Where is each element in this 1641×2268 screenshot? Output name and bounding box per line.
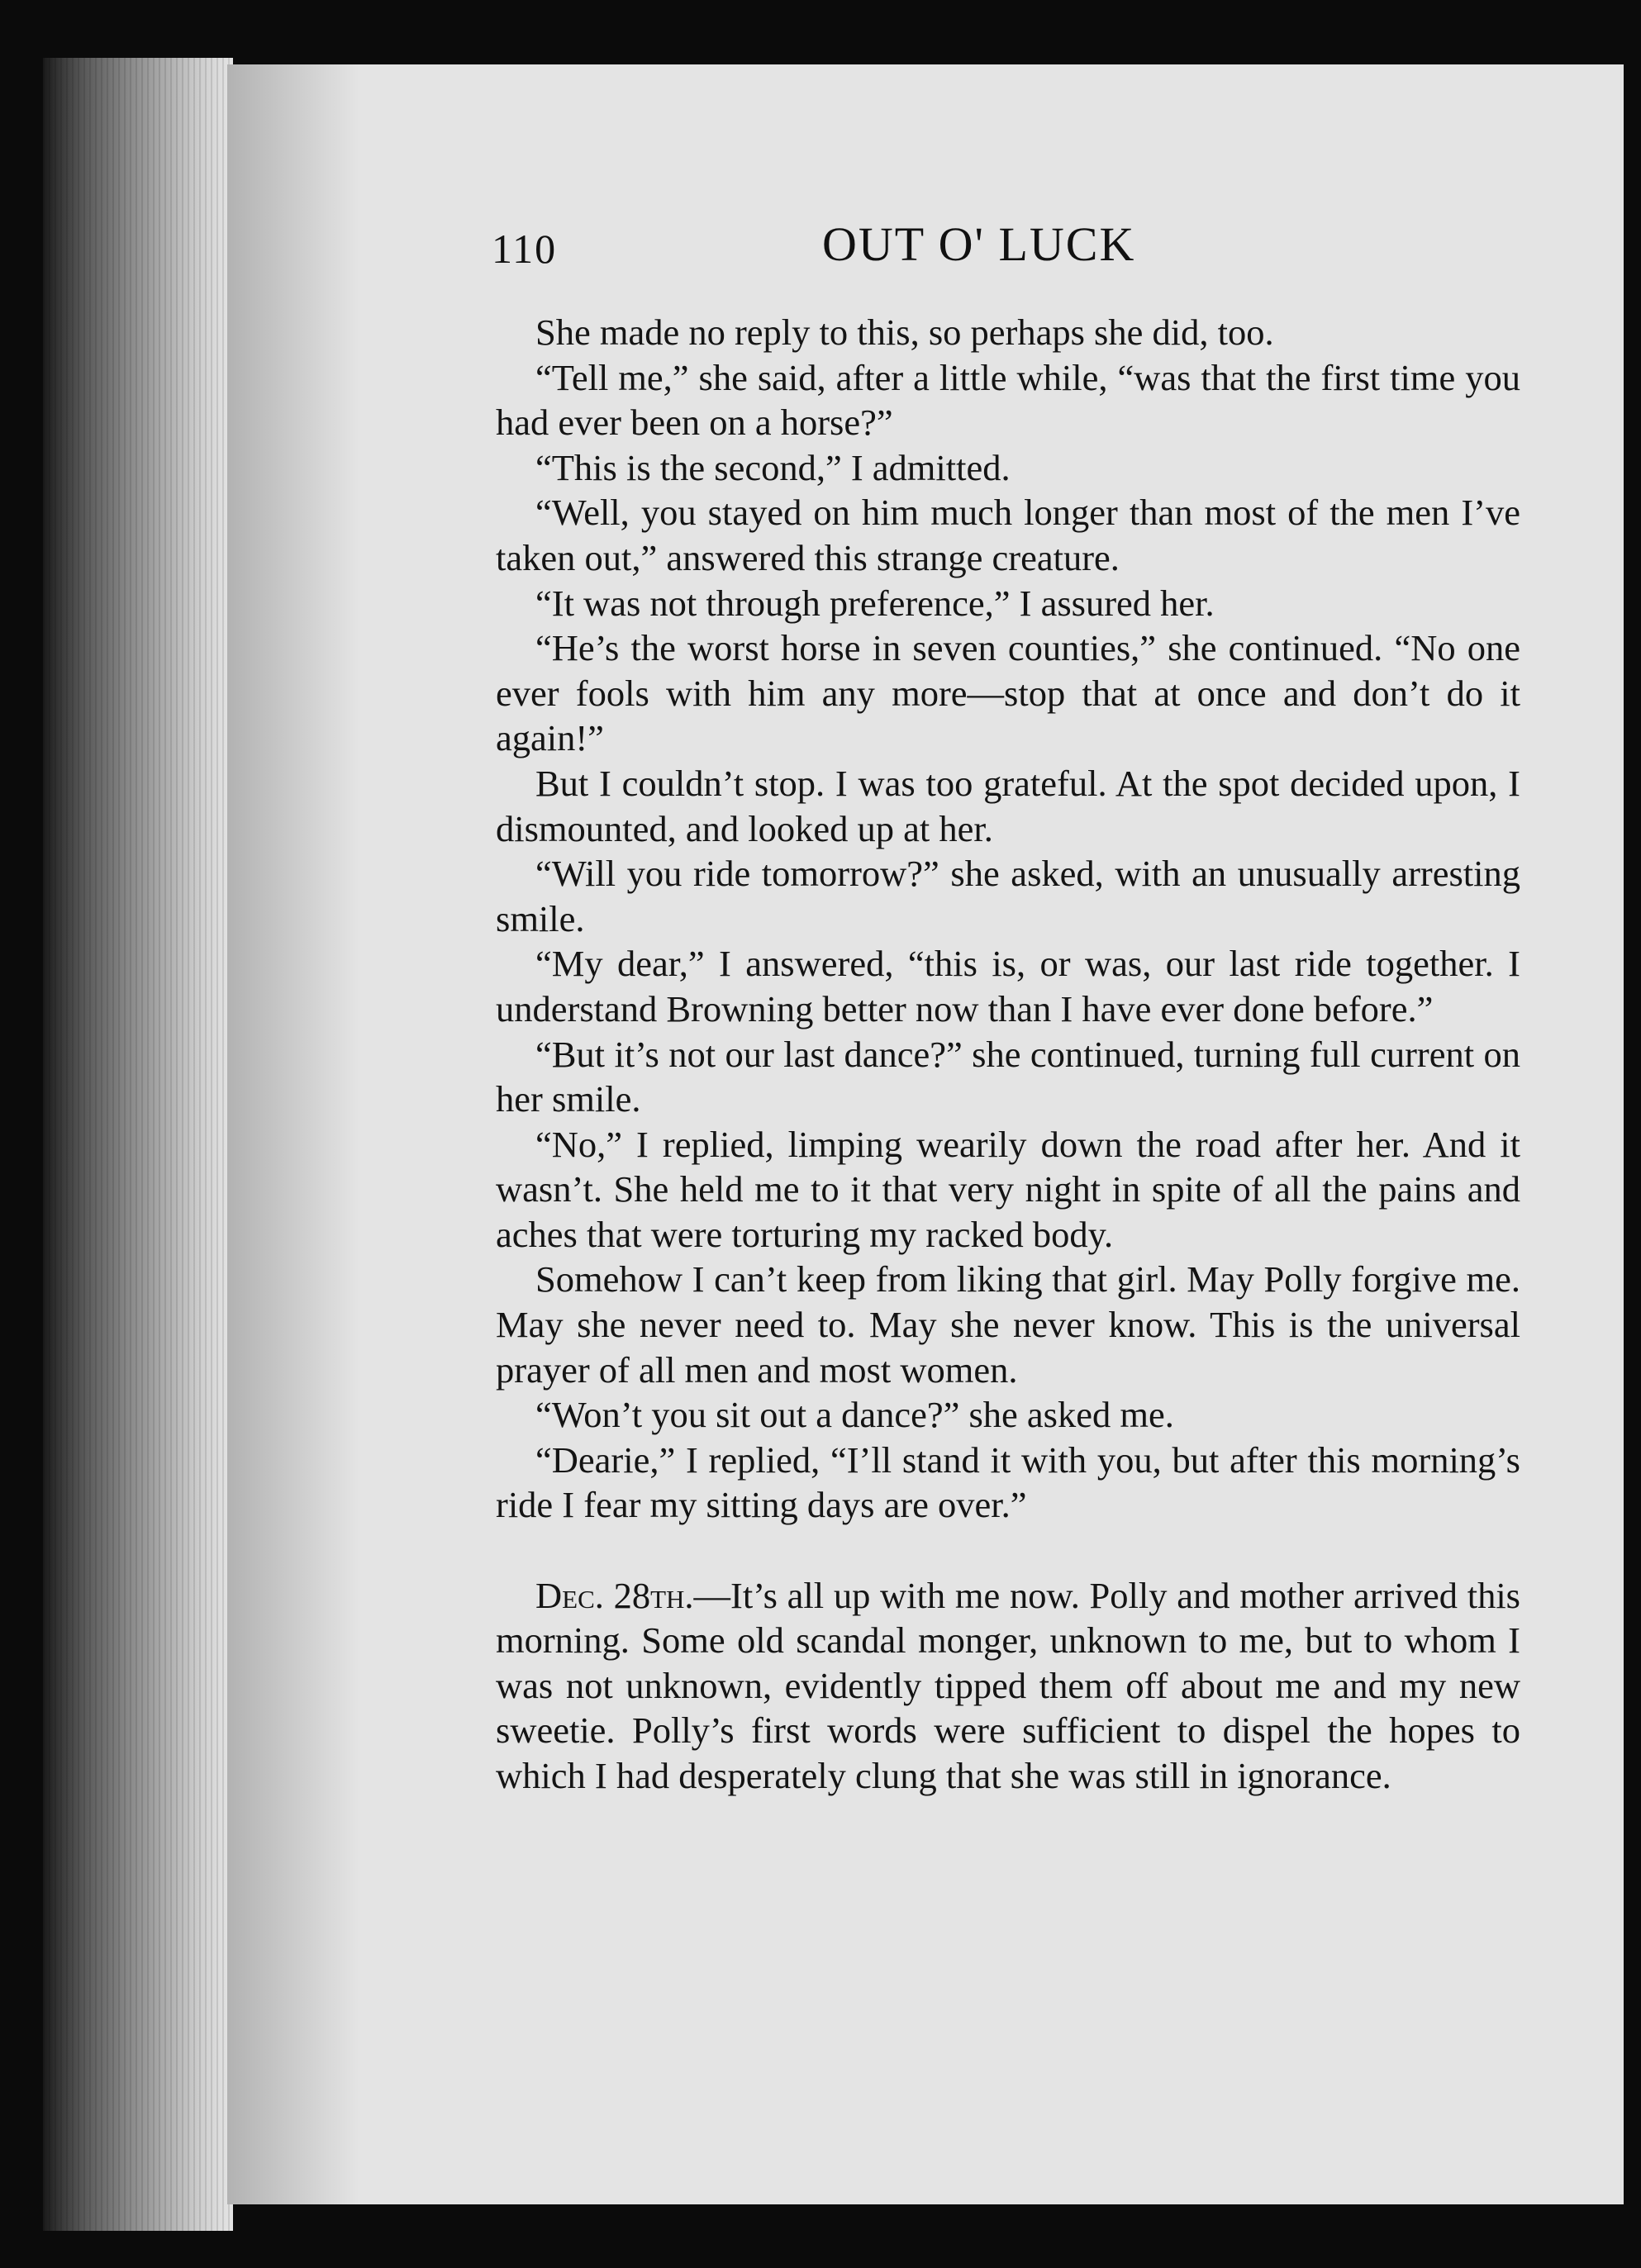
- paragraph: “He’s the worst horse in seven counties,” she continued. “No one ever fools with him any more—stop that at once and don’t do it again!”: [496, 627, 1520, 759]
- diary-entry: [496, 1573, 1520, 1799]
- paragraph: “Well, you stayed on him much longer than most of the men I’ve taken out,” answered this strange creature.: [496, 492, 1520, 578]
- body-text: [496, 310, 1520, 1799]
- paragraph: “Dearie,” I replied, “I’ll stand it with you, but after this morning’s ride I fear my sitting days are over.”: [496, 1438, 1520, 1526]
- paragraph: “My dear,” I answered, “this is, or was, our last ride together. I understand Browning better now than I have ever done before.”: [496, 943, 1520, 1029]
- paragraph: Somehow I can’t keep from liking that girl. May Polly forgive me. May she never need to. May she never know. This is the universal prayer of all men and most women.: [496, 1258, 1520, 1391]
- paragraph: She made no reply to this, so perhaps she did, too.: [535, 311, 1274, 353]
- paragraph: “No,” I replied, limping wearily down the road after her. And it wasn’t. She held me to it that very night in spite of all the pains and aches that were torturing my racked body.: [496, 1123, 1520, 1255]
- gutter-shadow: [227, 64, 359, 2204]
- paragraph: But I couldn’t stop. I was too grateful. At the spot decided upon, I dismounted, and looked up at her.: [496, 762, 1520, 849]
- book-page-edge-texture: [43, 58, 233, 2231]
- paragraph: “This is the second,” I admitted.: [535, 446, 1011, 488]
- paragraph: “It was not through preference,” I assured her.: [535, 582, 1215, 624]
- paragraph: “Will you ride tomorrow?” she asked, with an unusually arresting smile.: [496, 853, 1520, 939]
- entry-text: —It’s all up with me now. Polly and mother arrived this morning. Some old scandal monger, unknown to me, but to whom I was not unknown, evidently tipped them off about me and my new sweetie. Polly’s first words were sufficient to dispel the hopes to which I had desperately clung that she was still in ignorance.: [496, 1574, 1520, 1796]
- paragraph: “Won’t you sit out a dance?” she asked me.: [535, 1394, 1174, 1436]
- paragraph: “But it’s not our last dance?” she continued, turning full current on her smile.: [496, 1033, 1520, 1120]
- running-head: [492, 216, 1524, 283]
- paragraph: “Tell me,” she said, after a little while, “was that the first time you had ever been on a horse?”: [496, 356, 1520, 444]
- entry-date: Dec. 28th.: [535, 1574, 694, 1616]
- page-number: 110: [492, 226, 558, 272]
- book-title: OUT O' LUCK: [822, 217, 1136, 271]
